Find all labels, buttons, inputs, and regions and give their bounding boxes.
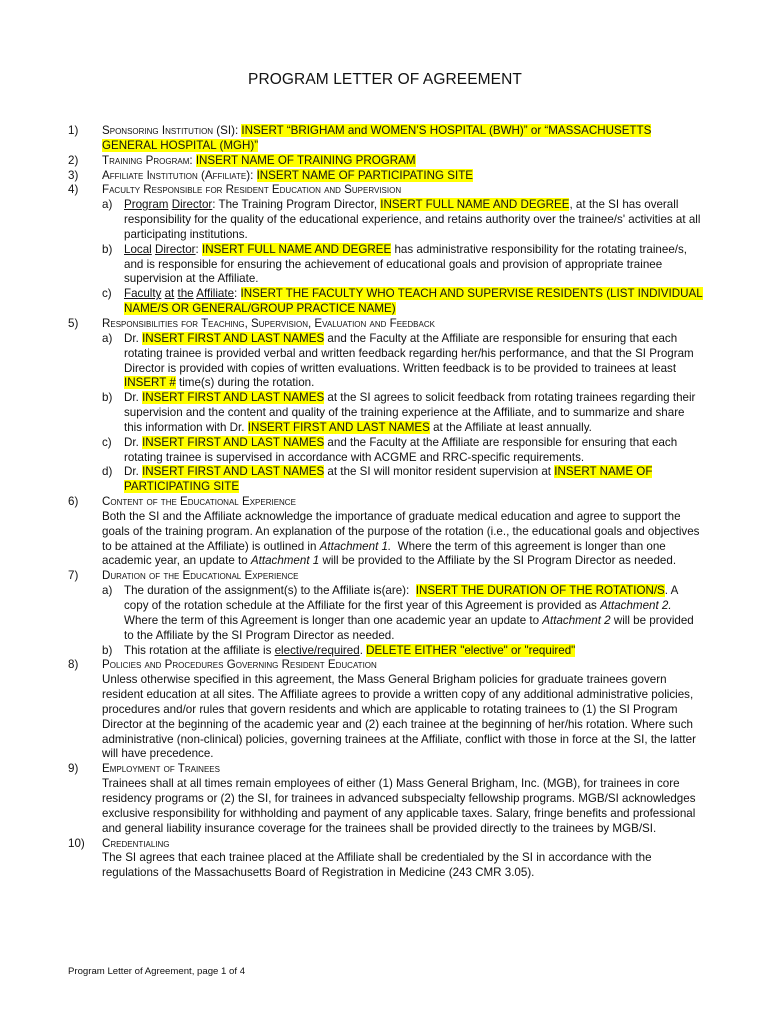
placeholder-highlight: INSERT FULL NAME AND DEGREE	[202, 242, 392, 256]
placeholder-highlight: INSERT NAME OF PARTICIPATING SITE	[124, 465, 653, 494]
body-text: at the SI agrees to solicit feedback from rotating trainees regarding their supervision and the content and quality of the training experience at the Affiliate, and to summarize and share this information with Dr.	[124, 391, 696, 434]
section-responsibilities	[68, 317, 704, 332]
underlined-text: Program	[124, 198, 169, 212]
section-label: Content of the Educational Experience	[102, 495, 296, 509]
subsection-letter: b)	[102, 242, 113, 256]
section-label: Employment of Trainees	[102, 762, 220, 776]
section-paragraph: The SI agrees that each trainee placed at the Affiliate shall be credentialed by the SI in accordance with the regulations of the Massachusetts Board of Registration in Medicine (243 CMR 3.05).	[102, 851, 652, 880]
subsection-rotation-type	[68, 644, 704, 659]
body-text: Where the term of this Agreement is longer than one academic year an update to	[124, 613, 540, 627]
subsection-letter: a)	[102, 584, 113, 598]
body-text: : The Training Program Director,	[212, 198, 378, 212]
placeholder-highlight: INSERT FIRST AND LAST NAMES	[142, 331, 325, 345]
section-label: Affiliate Institution (Affiliate):	[102, 168, 254, 182]
section-paragraph	[68, 510, 704, 569]
placeholder-highlight: INSERT FIRST AND LAST NAMES	[142, 465, 325, 479]
placeholder-highlight: INSERT FIRST AND LAST NAMES	[142, 391, 325, 405]
section-number: 3)	[68, 168, 79, 182]
body-text: Dr.	[124, 435, 139, 449]
underlined-text: Faculty	[124, 287, 162, 301]
section-credentialing	[68, 837, 704, 852]
section-content	[68, 495, 704, 510]
underlined-text: Director	[171, 198, 213, 212]
italic-reference: Attachment 1.	[319, 539, 392, 553]
subsection-feedback	[68, 332, 704, 391]
section-faculty-responsible	[68, 183, 704, 198]
body-text: :	[195, 242, 199, 256]
page-footer: Program Letter of Agreement, page 1 of 4	[68, 966, 246, 977]
placeholder-highlight: INSERT FULL NAME AND DEGREE	[380, 198, 570, 212]
section-label: Policies and Procedures Governing Resident Education	[102, 658, 377, 672]
body-text: This rotation at the affiliate is	[124, 643, 272, 657]
body-text: and the Faculty at the Affiliate are responsible for ensuring that each rotating trainee is provided verbal and written feedback regarding her/his performance, and that the SI Program Director is provided with copies of written evaluations. Written feedback is to be provided to trainees at least	[124, 331, 694, 375]
section-number: 7)	[68, 569, 79, 583]
underlined-text: Local	[124, 242, 152, 256]
subsection-local-director	[68, 243, 704, 288]
subsection-supervision	[68, 436, 704, 466]
section-policies	[68, 658, 704, 673]
subsection-letter: c)	[102, 435, 112, 449]
section-label: Duration of the Educational Experience	[102, 569, 299, 583]
subsection-monitor	[68, 465, 704, 495]
section-number: 1)	[68, 124, 79, 137]
section-affiliate-institution	[68, 169, 704, 184]
placeholder-highlight: INSERT “BRIGHAM and WOMEN’S HOSPITAL (BWH)” or “MASSACHUSETTS GENERAL HOSPITAL (MGH)”	[102, 124, 652, 152]
section-number: 10)	[68, 836, 85, 850]
body-text: will be provided to the Affiliate by the SI Program Director as needed.	[124, 613, 694, 642]
section-label: Training Program:	[102, 153, 193, 167]
placeholder-highlight: INSERT FIRST AND LAST NAMES	[247, 420, 430, 434]
section-training-program	[68, 154, 704, 169]
underlined-text: Director	[154, 242, 196, 256]
italic-reference: Attachment 2	[542, 613, 611, 627]
body-text: Dr.	[124, 465, 139, 479]
placeholder-highlight: INSERT FIRST AND LAST NAMES	[142, 435, 325, 449]
placeholder-highlight: INSERT THE FACULTY WHO TEACH AND SUPERVISE RESIDENTS (LIST INDIVIDUAL NAME/S OR GENERAL/GROUP PRACTICE NAME)	[124, 287, 703, 316]
body-text: Where the term of this agreement is longer than one academic year, an update to	[102, 539, 666, 568]
subsection-letter: b)	[102, 391, 113, 405]
section-paragraph: Trainees shall at all times remain employees of either (1) Mass General Brigham, Inc. (MGB), for trainees in core residency programs or (2) the SI, for trainees in advanced subspecialty fellowship programs. MGB/SI acknowledges exclusive responsibility for withholding and payment of any applicable taxes. Salary, fringe benefits and professional and general liability insurance coverage for the trainees shall be provided directly to the trainees by MGB/SI.	[102, 777, 696, 835]
page-title: PROGRAM LETTER OF AGREEMENT	[248, 71, 522, 88]
section-sponsoring-institution	[68, 124, 704, 154]
body-text: at the Affiliate at least annually.	[433, 420, 592, 434]
body-text: .	[359, 643, 363, 657]
underlined-text: Affiliate	[196, 287, 235, 301]
section-label: Credentialing	[102, 836, 170, 850]
section-number: 4)	[68, 183, 79, 197]
italic-reference: Attachment 1	[250, 554, 320, 568]
section-label: Sponsoring Institution (SI):	[102, 124, 239, 137]
section-employment	[68, 762, 704, 777]
subsection-letter: a)	[102, 198, 113, 212]
placeholder-highlight: INSERT THE DURATION OF THE ROTATION/S	[415, 584, 665, 598]
body-text: time(s) during the rotation.	[179, 376, 315, 390]
subsection-letter: d)	[102, 465, 113, 479]
subsection-letter: b)	[102, 643, 113, 657]
body-text: at the SI will monitor resident supervision at	[327, 465, 552, 479]
underlined-text: the	[177, 287, 194, 301]
body-text: and the Faculty at the Affiliate are responsible for ensuring that each rotating trainee is supervised in accordance with ACGME and RRC-specific requirements.	[124, 435, 678, 464]
placeholder-highlight: INSERT NAME OF PARTICIPATING SITE	[256, 168, 474, 182]
subsection-letter: a)	[102, 331, 113, 345]
section-number: 2)	[68, 153, 79, 167]
body-text: Both the SI and the Affiliate acknowledge the importance of graduate medical education and agree to support the goals of the training program. An explanation of the purpose of the rotation (i.e., the educational goals and objectives to be attained at the Affiliate) is outlined in	[102, 509, 700, 553]
subsection-letter: c)	[102, 287, 112, 301]
section-number: 9)	[68, 762, 79, 776]
section-number: 5)	[68, 316, 79, 330]
body-text: Dr.	[124, 391, 139, 405]
section-paragraph: Unless otherwise specified in this agreement, the Mass General Brigham policies for graduate trainees govern resident education at all sites. The Affiliate agrees to provide a written copy of any additional administrative policies, procedures and/or rules that govern residents and which are applicable to rotating trainees to (1) the SI Program Director at the beginning of the academic year and (2) each trainee at the beginning of her/his rotation. Where such administrative (non-clinical) policies, governing trainees at the Affiliate, conflict with those in force at the SI, the latter will have precedence.	[102, 673, 696, 761]
placeholder-highlight: INSERT NAME OF TRAINING PROGRAM	[195, 153, 416, 167]
placeholder-highlight: DELETE EITHER "elective" or "required"	[366, 643, 576, 657]
body-text: will be provided to the Affiliate by the SI Program Director as needed.	[322, 554, 677, 568]
section-number: 6)	[68, 495, 79, 509]
body-text: . A copy of the rotation schedule at the Affiliate for the first year of this Agreement is provided as	[124, 584, 678, 612]
italic-reference: Attachment 2.	[600, 599, 672, 612]
placeholder-highlight: INSERT #	[124, 376, 176, 390]
section-label: Responsibilities for Teaching, Supervision, Evaluation and Feedback	[102, 316, 435, 330]
section-label: Faculty Responsible for Resident Education and Supervision	[102, 183, 402, 197]
underlined-text: elective/required	[274, 643, 360, 657]
body-text: has administrative responsibility for the rotating trainee/s, and is responsible for ensuring the achievement of educational goals and provision of appropriate trainee supervision at the Affiliate.	[124, 242, 688, 286]
body-text: :	[234, 287, 238, 301]
subsection-program-director	[68, 198, 704, 243]
section-duration	[68, 569, 704, 584]
subsection-solicit-feedback	[68, 391, 704, 436]
agreement-body	[68, 124, 704, 881]
subsection-assignment-duration	[68, 584, 704, 643]
body-text: , at the SI has overall responsibility for the quality of the educational experience, and retains authority over the trainee/s' activities at all participating institutions.	[124, 198, 701, 241]
body-text: Dr.	[124, 331, 139, 345]
underlined-text: at	[164, 287, 175, 301]
subsection-faculty-at-affiliate	[68, 287, 704, 317]
body-text: The duration of the assignment(s) to the Affiliate is(are):	[124, 584, 410, 598]
section-number: 8)	[68, 658, 79, 672]
